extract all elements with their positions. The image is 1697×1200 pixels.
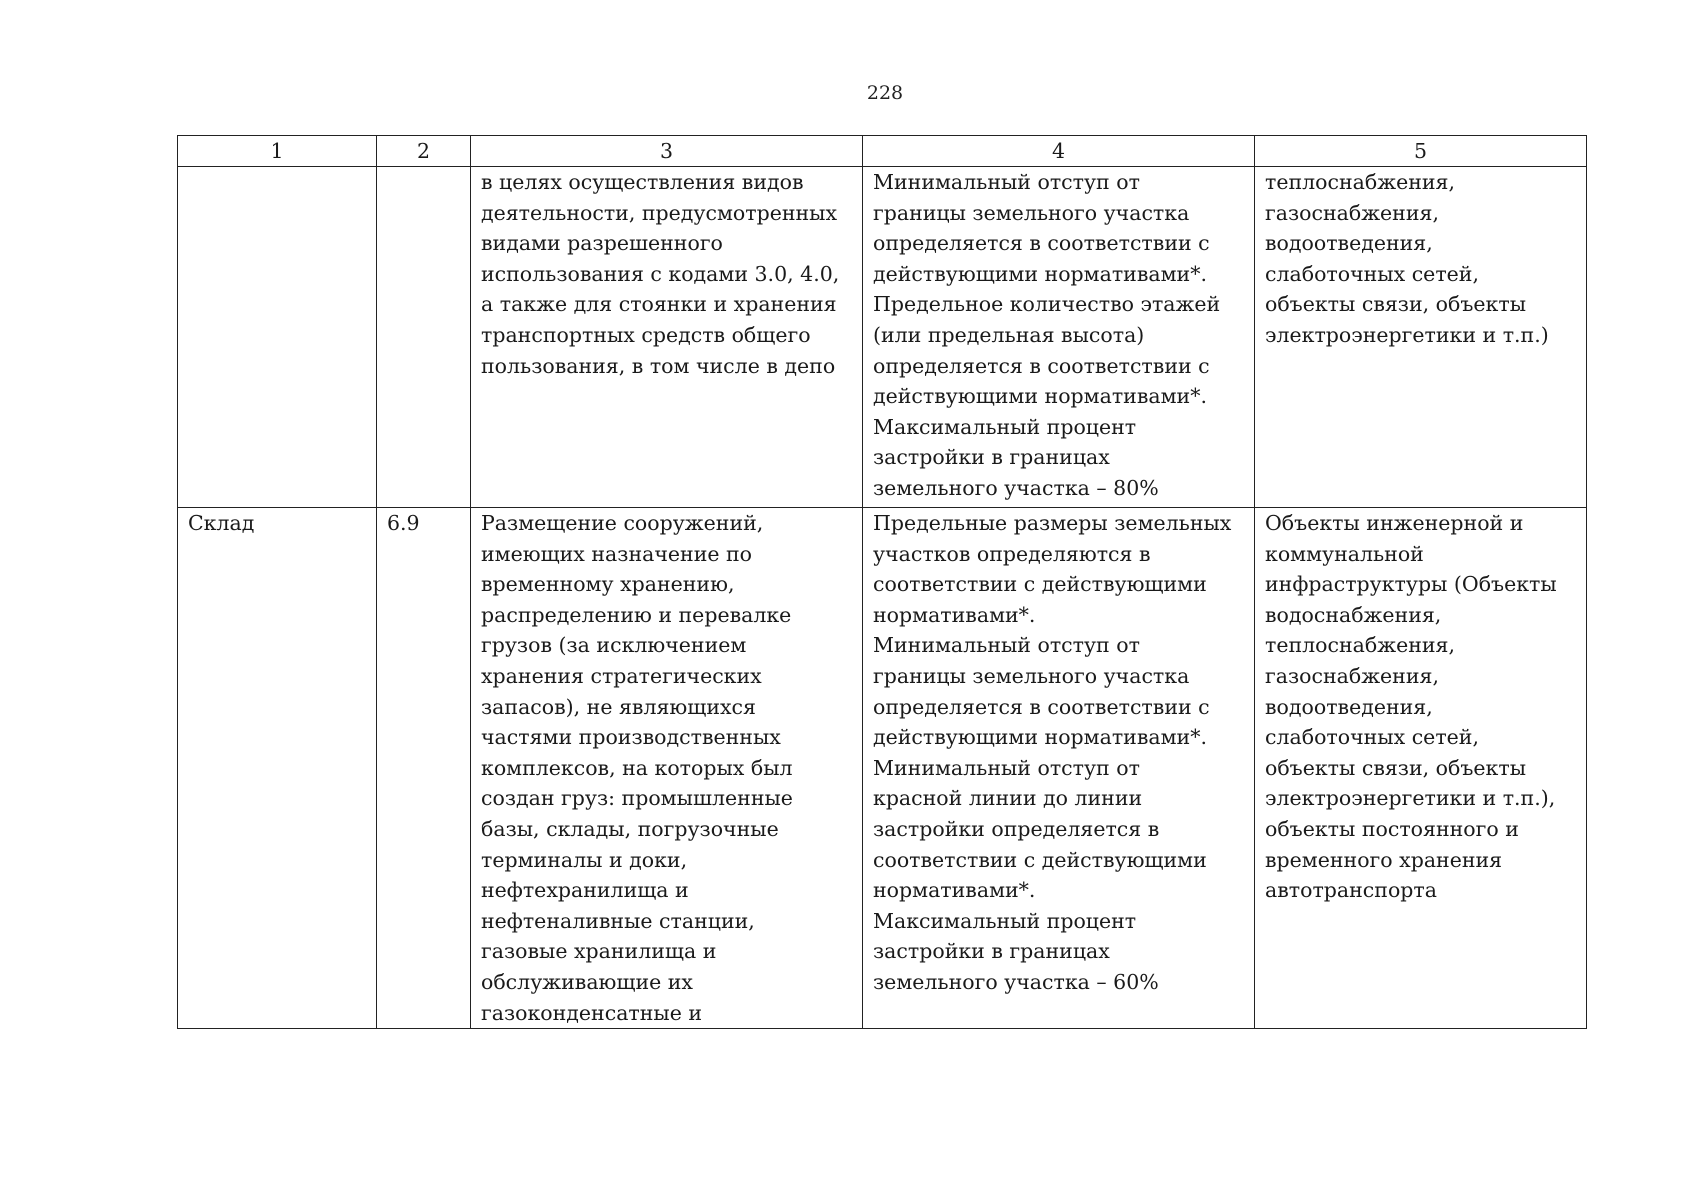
table-header-row (178, 136, 1587, 167)
zoning-regulations-table (177, 135, 1587, 1029)
land-use-code-cell (377, 508, 471, 1029)
auxiliary-uses-cell (1255, 167, 1587, 508)
column-header-4: 4 (863, 136, 1255, 167)
land-use-name-cell (178, 167, 377, 508)
column-header-5: 5 (1255, 136, 1587, 167)
construction-parameters: Минимальный отступ от границы земельного участка определяется в соответствии с действующими нормативами*. Предельное количество этажей (или предельная высота) определяется в соответствии с действующими нормативами*. Максимальный процент застройки в границах земельного участка – 80% (873, 170, 1221, 500)
table-row (178, 167, 1587, 508)
auxiliary-uses-cell (1255, 508, 1587, 1029)
land-use-code-cell (377, 167, 471, 508)
column-header-3: 3 (471, 136, 863, 167)
page-number: 228 (866, 82, 904, 104)
auxiliary-uses: теплоснабжения, газоснабжения, водоотведения, слаботочных сетей, объекты связи, объекты электроэнергетики и т.п.) (1265, 170, 1549, 347)
land-use-description-cell (471, 167, 863, 508)
construction-parameters-cell (863, 508, 1255, 1029)
land-use-description: в целях осуществления видов деятельности, предусмотренных видами разрешенного использования с кодами 3.0, 4.0, а также для стоянки и хранения транспортных средств общего пользования, в том числе в депо (481, 170, 840, 378)
construction-parameters-cell (863, 167, 1255, 508)
land-use-code: 6.9 (387, 511, 420, 535)
auxiliary-uses: Объекты инженерной и коммунальной инфраструктуры (Объекты водоснабжения, теплоснабжения, газоснабжения, водоотведения, слаботочных сетей, объекты связи, объекты электроэнергетики и т.п.), объекты постоянного и временного хранения автотранспорта (1265, 511, 1557, 903)
land-use-description: Размещение сооружений, имеющих назначение по временному хранению, распределению и перевалке грузов (за исключением хранения стратегических запасов), не являющихся частями производственных комплексов, на которых был создан груз: промышленные базы, склады, погрузочные терминалы и доки, нефтехранилища и нефтеналивные станции, газовые хранилища и обслуживающие их газоконденсатные и (481, 511, 793, 1025)
construction-parameters: Предельные размеры земельных участков определяются в соответствии с действующими нормативами*. Минимальный отступ от границы земельного участка определяется в соответствии с действующими нормативами*. Минимальный отступ от красной линии до линии застройки определяется в соответствии с действующими нормативами*. Максимальный процент застройки в границах земельного участка – 60% (873, 511, 1232, 994)
land-use-description-cell (471, 508, 863, 1029)
land-use-name: Склад (188, 511, 255, 535)
column-header-1: 1 (178, 136, 377, 167)
column-header-2: 2 (377, 136, 471, 167)
table-row (178, 508, 1587, 1029)
land-use-name-cell (178, 508, 377, 1029)
